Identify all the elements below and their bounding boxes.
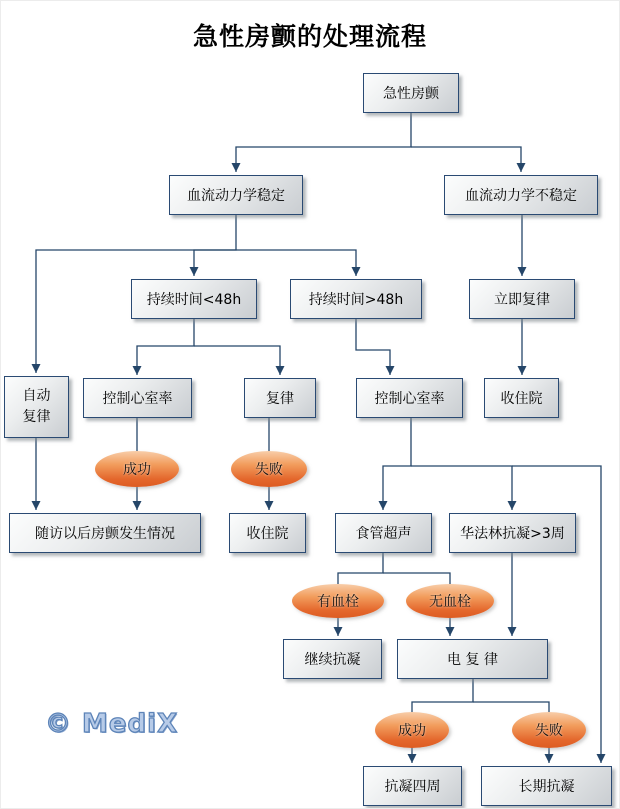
node-duration-lt-48h-label: 持续时间<48h bbox=[146, 292, 242, 308]
node-rate-control-right-label: 控制心室率 bbox=[374, 391, 445, 407]
edge-stable-lt48 bbox=[194, 250, 236, 276]
node-duration-gt-48h-label: 持续时间>48h bbox=[308, 292, 404, 308]
node-continue-anticoagulation bbox=[283, 639, 382, 679]
node-longterm-anticoagulation-label: 长期抗凝 bbox=[518, 779, 575, 795]
node-rate-control-left-label: 控制心室率 bbox=[102, 391, 173, 407]
edge-ctrl2-tee bbox=[383, 418, 411, 510]
label-success-2 bbox=[375, 712, 449, 748]
node-hemodynamically-stable-label: 血流动力学稳定 bbox=[187, 188, 285, 204]
label-no-thrombus-text: 无血栓 bbox=[429, 594, 471, 610]
node-admit-hospital-1-label: 收住院 bbox=[500, 391, 543, 407]
label-success-1 bbox=[95, 451, 179, 487]
label-thrombus bbox=[292, 584, 384, 618]
node-admit-hospital-2-label: 收住院 bbox=[246, 526, 289, 542]
node-warfarin-3weeks bbox=[449, 513, 576, 553]
node-warfarin-3weeks-label: 华法林抗凝>3周 bbox=[460, 526, 565, 542]
node-acute-af bbox=[363, 73, 459, 113]
node-followup-af bbox=[9, 513, 201, 553]
edge-stable-gt48 bbox=[236, 250, 356, 276]
node-immediate-cardioversion bbox=[469, 279, 575, 319]
node-hemodynamically-unstable bbox=[444, 175, 598, 215]
node-hemodynamically-stable bbox=[169, 175, 303, 215]
node-followup-af-label: 随访以后房颤发生情况 bbox=[35, 526, 175, 542]
node-cardioversion-label: 复律 bbox=[266, 391, 294, 407]
edge-root-unstable bbox=[411, 147, 521, 172]
node-anticoagulation-4weeks bbox=[363, 766, 462, 806]
node-auto-cardioversion bbox=[4, 376, 69, 438]
label-failure-2-text: 失败 bbox=[535, 723, 563, 739]
label-no-thrombus bbox=[406, 584, 494, 618]
edge-ctrl2-warfarin bbox=[411, 466, 512, 510]
node-longterm-anticoagulation bbox=[481, 766, 612, 806]
node-immediate-cardioversion-label: 立即复律 bbox=[494, 292, 550, 308]
edge-lt48-cv bbox=[194, 346, 280, 375]
page-title: 急性房颤的处理流程 bbox=[192, 22, 427, 51]
edge-gt48-ctrl2 bbox=[356, 319, 390, 375]
node-hemodynamically-unstable-label: 血流动力学不稳定 bbox=[465, 188, 577, 204]
node-admit-hospital-1 bbox=[484, 378, 559, 418]
label-success-2-text: 成功 bbox=[398, 723, 426, 739]
node-electrical-cardioversion bbox=[397, 639, 548, 679]
label-success-1-text: 成功 bbox=[123, 462, 151, 478]
medix-watermark: © MediX bbox=[45, 709, 179, 739]
node-admit-hospital-2 bbox=[229, 513, 306, 553]
node-rate-control-right bbox=[356, 378, 463, 418]
node-duration-gt-48h bbox=[290, 279, 422, 319]
node-electrical-cardioversion-label: 电 复 律 bbox=[447, 652, 498, 668]
edge-lt48-ctrl1 bbox=[137, 319, 194, 375]
node-esophageal-ultrasound-label: 食管超声 bbox=[355, 526, 412, 542]
node-esophageal-ultrasound bbox=[335, 513, 432, 553]
node-acute-af-label: 急性房颤 bbox=[383, 86, 439, 102]
node-duration-lt-48h bbox=[131, 279, 257, 319]
label-thrombus-text: 有血栓 bbox=[317, 594, 359, 610]
node-cardioversion bbox=[244, 378, 316, 418]
edge-root-stable bbox=[236, 113, 411, 172]
node-continue-anticoagulation-label: 继续抗凝 bbox=[304, 652, 361, 668]
label-failure-2 bbox=[512, 712, 586, 748]
node-auto-cardioversion-label: 自动复律 bbox=[22, 388, 51, 425]
label-failure-1 bbox=[231, 451, 307, 487]
node-anticoagulation-4weeks-label: 抗凝四周 bbox=[384, 779, 441, 795]
node-rate-control-left bbox=[83, 378, 192, 418]
label-failure-1-text: 失败 bbox=[255, 462, 283, 478]
